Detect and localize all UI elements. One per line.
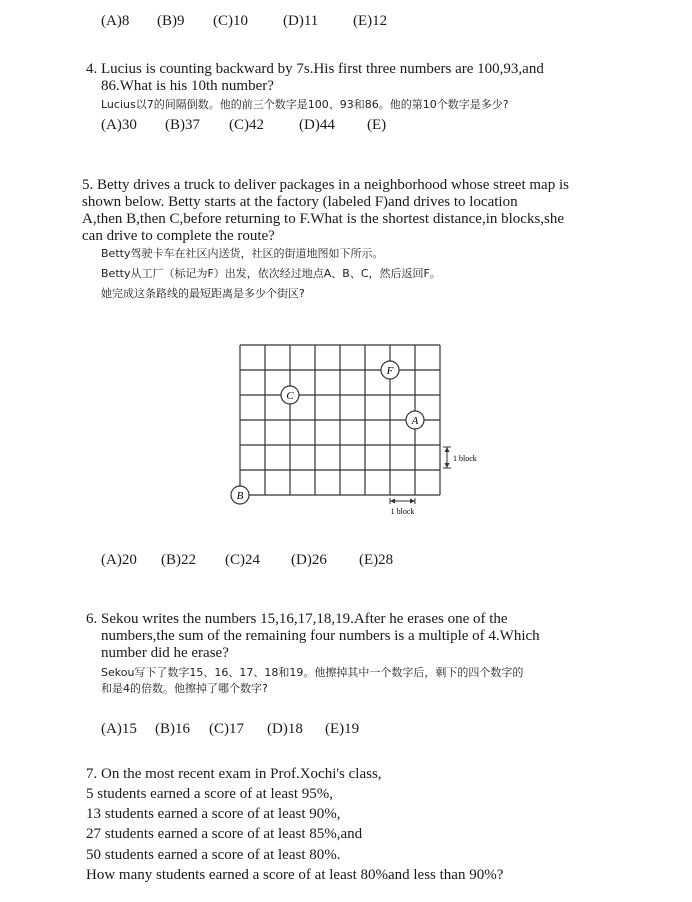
point-b-marker bbox=[231, 486, 249, 504]
q4-line2: 86.What is his 10th number? bbox=[101, 78, 274, 94]
horizontal-block-scale bbox=[390, 498, 415, 504]
vertical-block-label: 1 block bbox=[453, 454, 477, 463]
q6-choice-c: (C)17 bbox=[209, 721, 244, 737]
q5-zh3: 她完成这条路线的最短距离是多少个街区? bbox=[101, 287, 305, 300]
point-c-marker bbox=[281, 386, 299, 404]
q6-choice-d: (D)18 bbox=[267, 721, 303, 737]
q6-choice-b: (B)16 bbox=[155, 721, 190, 737]
q3-choice-c: (C)10 bbox=[213, 13, 248, 29]
point-f-marker bbox=[381, 361, 399, 379]
q7-line5: 50 students earned a score of at least 80%. bbox=[86, 847, 341, 863]
q4-choices bbox=[101, 117, 386, 134]
q6-line1: 6. Sekou writes the numbers 15,16,17,18,19.After he erases one of the bbox=[86, 611, 508, 627]
q5-line3: A,then B,then C,before returning to F.What is the shortest distance,in blocks,she bbox=[82, 211, 565, 227]
q5-line4: can drive to complete the route? bbox=[82, 228, 275, 244]
vertical-block-scale bbox=[443, 447, 451, 468]
q3-choice-d: (D)11 bbox=[283, 13, 319, 29]
horizontal-block-label: 1 block bbox=[390, 507, 415, 516]
q4-choice-c: (C)42 bbox=[229, 117, 264, 133]
point-c-label: C bbox=[286, 390, 294, 402]
q7-line2: 5 students earned a score of at least 95%, bbox=[86, 786, 333, 802]
q5-choice-c: (C)24 bbox=[225, 552, 260, 568]
q3-choice-e: (E)12 bbox=[353, 13, 388, 29]
q6-choice-e: (E)19 bbox=[325, 721, 360, 737]
street-map bbox=[225, 340, 495, 525]
point-b-label: B bbox=[236, 490, 244, 502]
q6-zh2: 和是4的倍数。他擦掉了哪个数字? bbox=[101, 682, 268, 695]
q6-line3: number did he erase? bbox=[101, 645, 229, 661]
q7-line4: 27 students earned a score of at least 85%,and bbox=[86, 826, 363, 842]
point-a-label: A bbox=[411, 415, 419, 427]
q4-choice-b: (B)37 bbox=[165, 117, 200, 133]
q6-zh1: Sekou写下了数字15、16、17、18和19。他擦掉其中一个数字后，剩下的四个数字的 bbox=[101, 666, 524, 679]
q5-zh2: Betty从工厂（标记为F）出发，依次经过地点A、B、C，然后返回F。 bbox=[101, 267, 441, 280]
q6-choices bbox=[101, 721, 359, 738]
q4-line1: 4. Lucius is counting backward by 7s.His first three numbers are 100,93,and bbox=[86, 61, 544, 77]
q5-choice-a: (A)20 bbox=[101, 552, 137, 568]
q5-line2: shown below. Betty starts at the factory (labeled F)and drives to location bbox=[82, 194, 518, 210]
q5-choices bbox=[101, 552, 393, 569]
q7-line6: How many students earned a score of at least 80%and less than 90%? bbox=[86, 867, 504, 883]
q4-zh: Lucius以7的间隔倒数。他的前三个数字是100、93和86。他的第10个数字是多少? bbox=[101, 98, 509, 111]
q3-choice-b: (B)9 bbox=[157, 13, 185, 29]
q3-choice-a: (A)8 bbox=[101, 13, 130, 29]
q4-choice-d: (D)44 bbox=[299, 117, 335, 133]
point-a-marker bbox=[406, 411, 424, 429]
q4-choice-a: (A)30 bbox=[101, 117, 137, 133]
q5-line1: 5. Betty drives a truck to deliver packages in a neighborhood whose street map is bbox=[82, 177, 569, 193]
q6-line2: numbers,the sum of the remaining four numbers is a multiple of 4.Which bbox=[101, 628, 540, 644]
q7-line3: 13 students earned a score of at least 90%, bbox=[86, 806, 341, 822]
q5-choice-d: (D)26 bbox=[291, 552, 327, 568]
q5-zh1: Betty驾驶卡车在社区内送货，社区的街道地图如下所示。 bbox=[101, 247, 384, 260]
q6-choice-a: (A)15 bbox=[101, 721, 137, 737]
q3-choices bbox=[101, 13, 387, 30]
point-f-label: F bbox=[386, 365, 394, 377]
q5-choice-e: (E)28 bbox=[359, 552, 394, 568]
q4-choice-e: (E) bbox=[367, 117, 387, 133]
q5-choice-b: (B)22 bbox=[161, 552, 196, 568]
q7-line1: 7. On the most recent exam in Prof.Xochi's class, bbox=[86, 766, 382, 782]
